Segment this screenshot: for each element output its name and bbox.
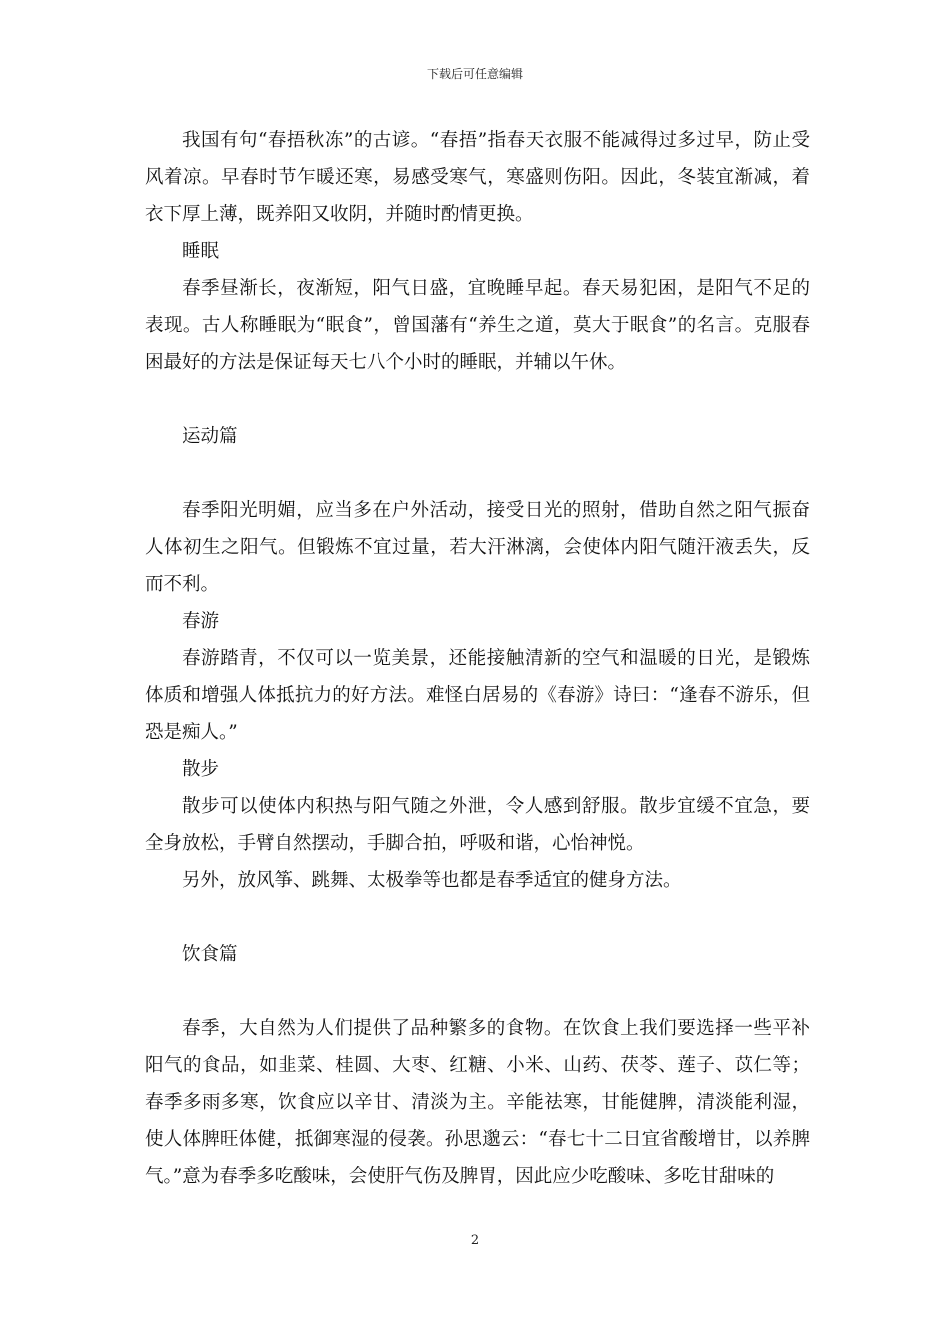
page-header: 下载后可任意编辑 bbox=[426, 67, 523, 81]
paragraph-spring-clothing: 我国有句“春捂秋冻”的古谚。“春捂”指春天衣服不能减得过多过早，防止受风着凉。早春时节乍暖还寒，易感受寒气，寒盛则伤阳。因此，冬装宜渐减，着衣下厚上薄，既养阳又收阴，并随时酌情更换。 bbox=[145, 130, 810, 225]
section-heading-diet: 饮食篇 bbox=[182, 944, 238, 965]
paragraph-diet: 春季，大自然为人们提供了品种繁多的食物。在饮食上我们要选择一些平补阳气的食品，如韭菜、桂圆、大枣、红糖、小米、山药、茯苓、莲子、苡仁等；春季多雨多寒，饮食应以辛甘、清淡为主。辛能祛寒，甘能健脾，清淡能利湿，使人体脾旺体健，抵御寒湿的侵袭。孙思邈云：“春七十二日宜省酸增甘，以养脾气。”意为春季多吃酸味，会使肝气伤及脾胃，因此应少吃酸味、多吃甘甜味的 bbox=[145, 1018, 810, 1187]
paragraph-other-exercise: 另外，放风筝、跳舞、太极拳等也都是春季适宜的健身方法。 bbox=[182, 870, 682, 891]
document-body bbox=[145, 122, 810, 1195]
section-heading-exercise: 运动篇 bbox=[182, 426, 238, 447]
subheading-sleep: 睡眠 bbox=[182, 241, 220, 262]
paragraph-spring-outing: 春游踏青，不仅可以一览美景，还能接触清新的空气和温暖的日光，是锻炼体质和增强人体抵抗力的好方法。难怪白居易的《春游》诗曰：“逢春不游乐，但恐是痴人。” bbox=[145, 648, 810, 743]
subheading-spring-outing: 春游 bbox=[182, 611, 220, 632]
paragraph-walking: 散步可以使体内积热与阳气随之外泄，令人感到舒服。散步宜缓不宜急，要全身放松，手臂自然摆动，手脚合拍，呼吸和谐，心怡神悦。 bbox=[145, 796, 810, 854]
paragraph-exercise: 春季阳光明媚，应当多在户外活动，接受日光的照射，借助自然之阳气振奋人体初生之阳气。但锻炼不宜过量，若大汗淋漓，会使体内阳气随汗液丢失，反而不利。 bbox=[145, 500, 810, 595]
paragraph-sleep: 春季昼渐长，夜渐短，阳气日盛，宜晚睡早起。春天易犯困，是阳气不足的表现。古人称睡眠为“眠食”，曾国藩有“养生之道，莫大于眠食”的名言。克服春困最好的方法是保证每天七八个小时的睡眠，并辅以午休。 bbox=[145, 278, 810, 373]
page-number: 2 bbox=[470, 1233, 480, 1248]
subheading-walking: 散步 bbox=[182, 759, 220, 780]
